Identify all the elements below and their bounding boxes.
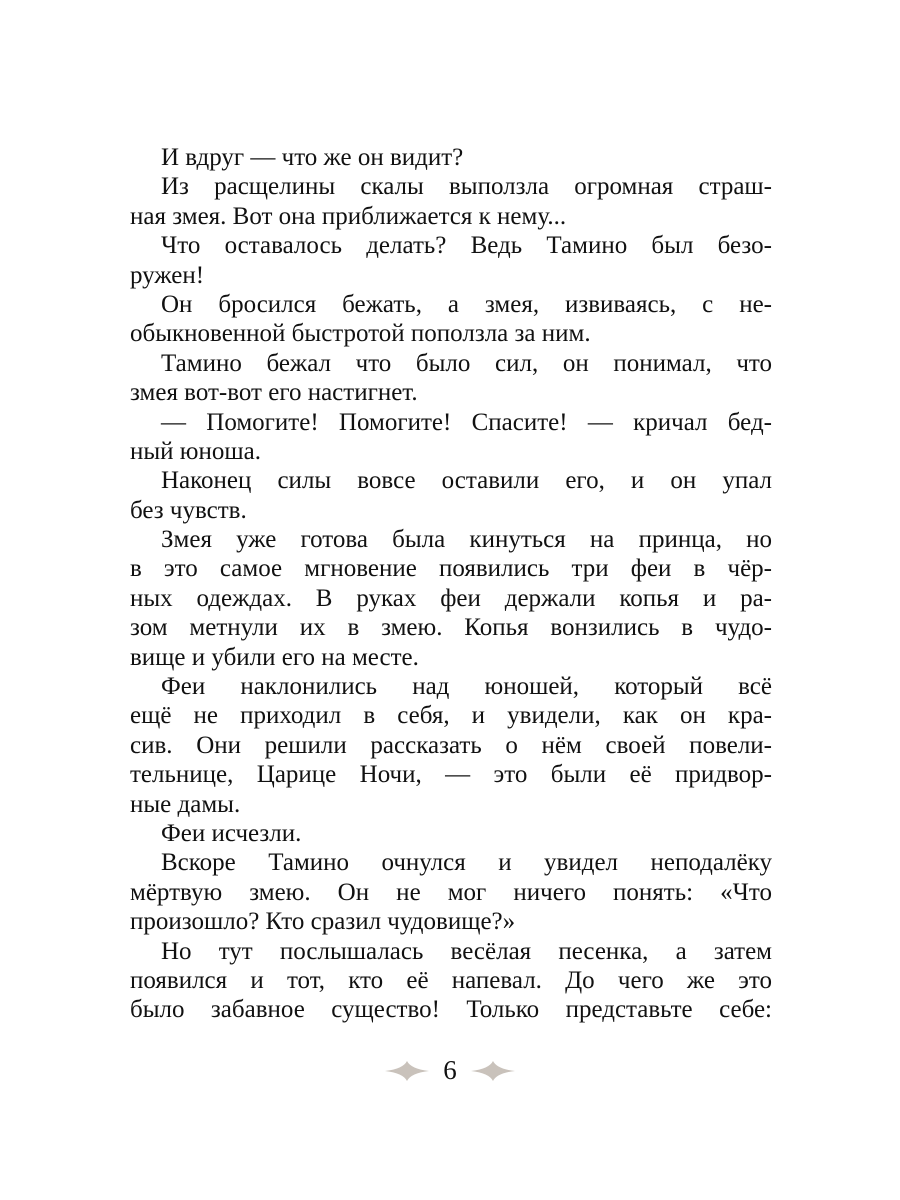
text-line: Тамино бежал что было сил, он понимал, что: [161, 349, 772, 377]
text-line: ещё не приходил в себя, и увидели, как он кра-: [130, 702, 772, 730]
text-line: вище и убили его на месте.: [130, 643, 419, 671]
text-line: появился и тот, кто её напевал. До чего же это: [130, 966, 772, 994]
text-line: ная змея. Вот она приближается к нему...: [130, 202, 567, 230]
text-line: И вдруг — что же он видит?: [161, 144, 464, 171]
ornament-star-icon: [471, 1061, 515, 1081]
text-line: было забавное существо! Только представьте себе:: [130, 996, 772, 1024]
text-line: в это самое мгновение появились три феи в чёр-: [130, 555, 772, 583]
text-line: ные дамы.: [130, 790, 241, 818]
text-line: Но тут послышалась весёлая песенка, а затем: [161, 937, 772, 965]
text-line: — Помогите! Помогите! Спасите! — кричал бед-: [161, 408, 772, 436]
page-footer: [0, 1055, 900, 1086]
page-number: 6: [443, 1055, 457, 1085]
text-line: Феи исчезли.: [161, 819, 302, 847]
body-text: [130, 143, 772, 1025]
text-line: Змея уже готова была кинуться на принца, но: [161, 526, 772, 554]
text-line: произошло? Кто сразил чудовище?»: [130, 908, 516, 936]
text-line: сив. Они решили рассказать о нём своей повели-: [130, 731, 772, 759]
ornament-star-icon: [385, 1061, 429, 1081]
text-line: тельнице, Царице Ночи, — это были её придвор-: [130, 761, 772, 789]
text-line: змея вот-вот его настигнет.: [130, 379, 418, 407]
text-line: мёртвую змею. Он не мог ничего понять: «Что: [130, 878, 772, 906]
text-line: Он бросился бежать, а змея, извиваясь, с не-: [161, 290, 772, 318]
text-line: Наконец силы вовсе оставили его, и он упал: [161, 467, 772, 495]
text-line: ных одеждах. В руках феи держали копья и ра-: [130, 584, 772, 612]
text-line: Из расщелины скалы выползла огромная страш-: [161, 173, 772, 201]
text-line: ружен!: [130, 261, 205, 289]
text-line: зом метнули их в змею. Копья вонзились в чудо-: [130, 614, 772, 642]
text-line: Вскоре Тамино очнулся и увидел неподалёку: [161, 849, 772, 877]
text-line: Что оставалось делать? Ведь Тамино был безо-: [161, 232, 772, 260]
text-line: обыкновенной быстротой поползла за ним.: [130, 320, 591, 348]
text-line: без чувств.: [130, 496, 247, 524]
text-line: Феи наклонились над юношей, который всё: [161, 673, 772, 701]
text-line: ный юноша.: [130, 437, 261, 465]
